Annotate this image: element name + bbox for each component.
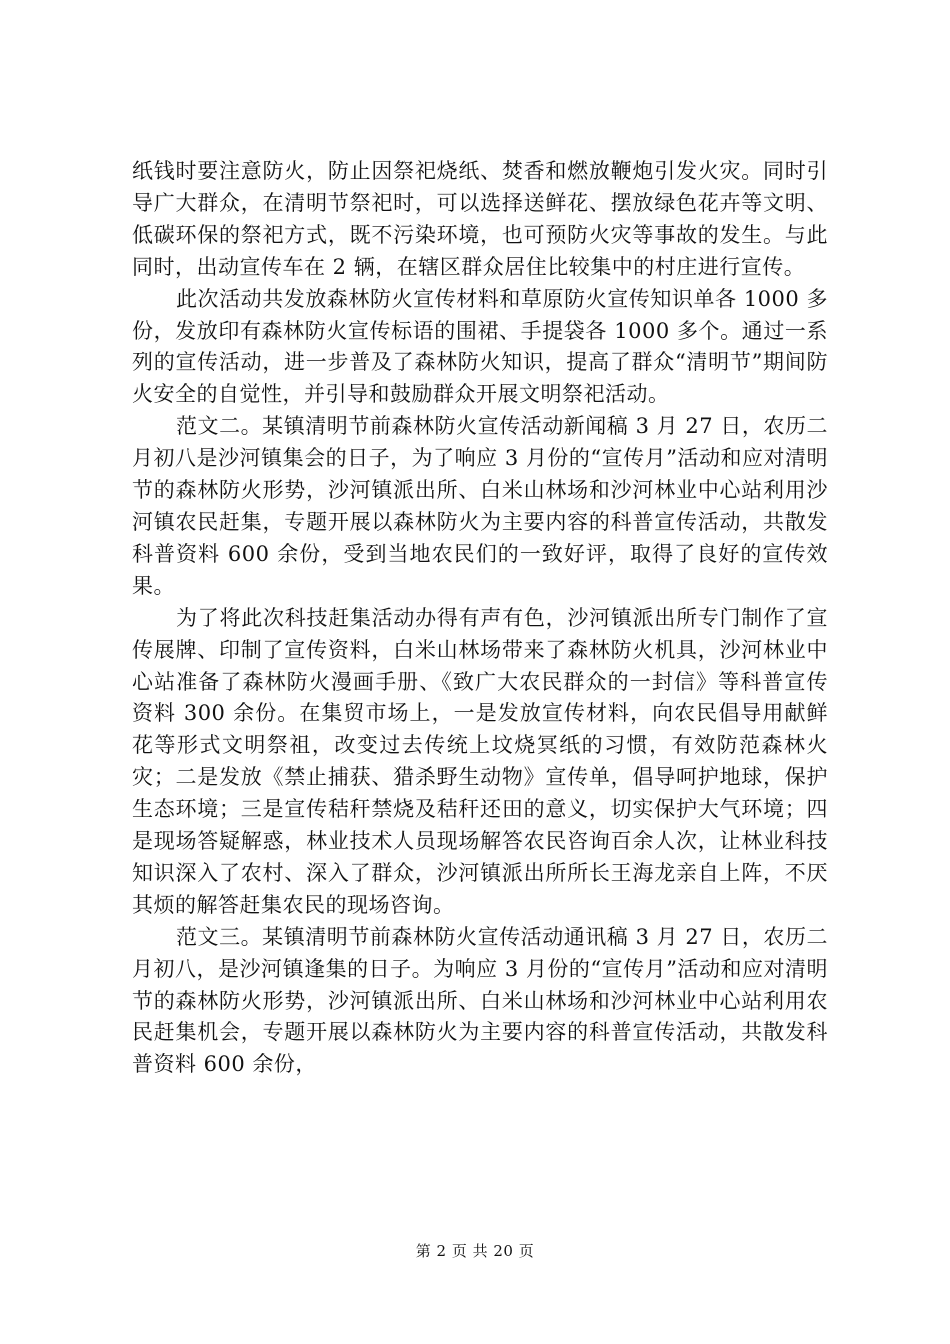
paragraph-4: 为了将此次科技赶集活动办得有声有色，沙河镇派出所专门制作了宣传展牌、印制了宣传资料，白米山林场带来了森林防火机具，沙河林业中心站准备了森林防火漫画手册、《致广大农民群众的一封信》等科普宣传资料 300 余份。在集贸市场上，一是发放宣传材料，向农民倡导用献鲜花等形式文明祭祖，改变过去传统上坟烧冥纸的习惯，有效防范森林火灾；二是发放《禁止捕获、猎杀野生动物》宣传单，倡导呵护地球，保护生态环境；三是宣传秸秆禁烧及秸秆还田的意义，切实保护大气环境；四是现场答疑解惑，林业技术人员现场解答农民咨询百余人次，让林业科技知识深入了农村、深入了群众，沙河镇派出所所长王海龙亲自上阵，不厌其烦的解答赶集农民的现场咨询。	[132, 605, 828, 917]
document-body	[132, 156, 828, 1081]
paragraph-1: 纸钱时要注意防火，防止因祭祀烧纸、焚香和燃放鞭炮引发火灾。同时引导广大群众，在清明节祭祀时，可以选择送鲜花、摆放绿色花卉等文明、低碳环保的祭祀方式，既不污染环境，也可预防火灾等事故的发生。与此同时，出动宣传车在 2 辆，在辖区群众居住比较集中的村庄进行宣传。	[132, 159, 828, 279]
paragraph-3: 范文二。某镇清明节前森林防火宣传活动新闻稿 3 月 27 日，农历二月初八是沙河镇集会的日子，为了响应 3 月份的“宣传月”活动和应对清明节的森林防火形势，沙河镇派出所、白米山林场和沙河林业中心站利用沙河镇农民赶集，专题开展以森林防火为主要内容的科普宣传活动，共散发科普资料 600 余份，受到当地农民们的一致好评，取得了良好的宣传效果。	[132, 414, 828, 598]
page-number-footer: 第 2 页 共 20 页	[415, 1242, 535, 1260]
paragraph-5: 范文三。某镇清明节前森林防火宣传活动通讯稿 3 月 27 日，农历二月初八，是沙河镇逢集的日子。为响应 3 月份的“宣传月”活动和应对清明节的森林防火形势，沙河镇派出所、白米山林场和沙河林业中心站利用农民赶集机会，专题开展以森林防火为主要内容的科普宣传活动，共散发科普资料 600 余份，	[132, 924, 828, 1077]
paragraph-2: 此次活动共发放森林防火宣传材料和草原防火宣传知识单各 1000 多份，发放印有森林防火宣传标语的围裙、手提袋各 1000 多个。通过一系列的宣传活动，进一步普及了森林防火知识，提高了群众“清明节”期间防火安全的自觉性，并引导和鼓励群众开展文明祭祀活动。	[132, 286, 828, 407]
